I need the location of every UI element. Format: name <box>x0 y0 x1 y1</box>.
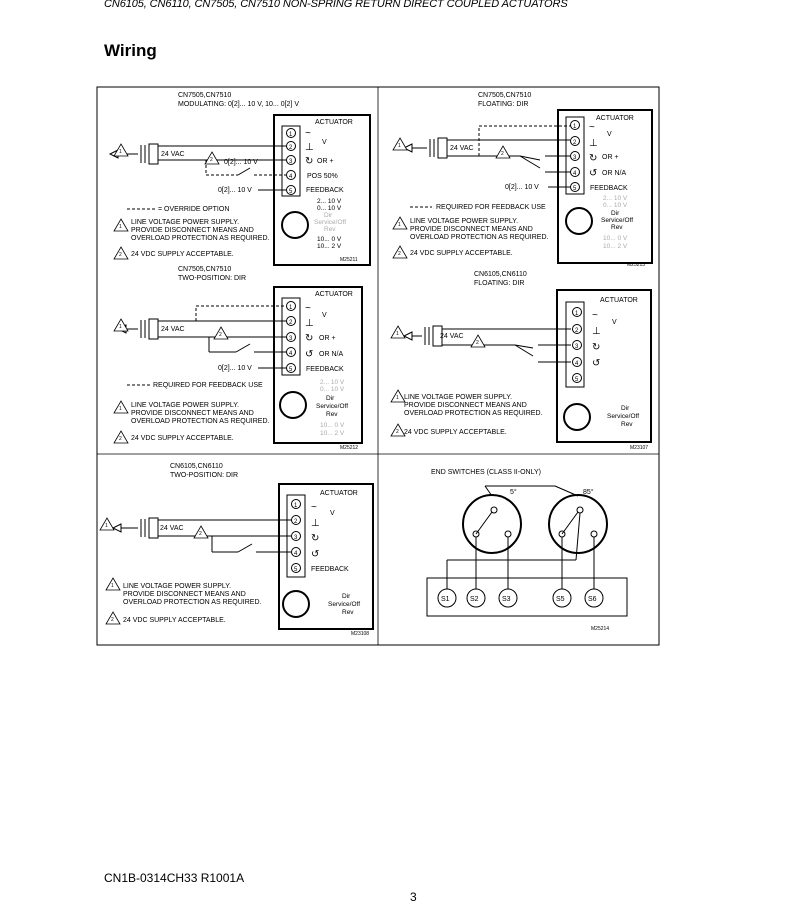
svg-text:2: 2 <box>219 332 222 338</box>
ground-symbol-icon: ⊥ <box>305 142 314 153</box>
svg-text:3: 3 <box>289 336 293 342</box>
range-2-10: 2... 10 V <box>320 379 345 386</box>
ground-symbol-icon: ⊥ <box>592 326 601 337</box>
range-0-10: 0... 10 V <box>317 205 342 212</box>
dir-label: Dir <box>342 593 351 600</box>
range-10-2: 10... 2 V <box>317 243 342 250</box>
range-10-0: 10... 0 V <box>320 422 345 429</box>
svg-text:2: 2 <box>210 157 213 163</box>
range-2-10: 2... 10 V <box>603 195 628 202</box>
panel-title: END SWITCHES (CLASS II-ONLY) <box>431 469 541 476</box>
svg-text:4: 4 <box>573 171 577 177</box>
actuator-label: ACTUATOR <box>596 115 634 122</box>
note-disconnect: PROVIDE DISCONNECT MEANS AND <box>404 402 527 409</box>
svg-text:3: 3 <box>289 159 293 165</box>
note-24vdc: 24 VDC SUPPLY ACCEPTABLE. <box>131 251 234 258</box>
rev-label: Rev <box>326 411 338 418</box>
panel-subtitle: MODULATING: 0[2]... 10 V, 10... 0[2] V <box>178 101 299 108</box>
rotate-cw-icon: ↻ <box>589 153 598 164</box>
svg-text:4: 4 <box>294 551 298 557</box>
ac-symbol-icon: ~ <box>305 128 311 139</box>
panel-subtitle: FLOATING: DIR <box>474 280 525 287</box>
panel-modulating <box>110 92 370 265</box>
svg-text:2: 2 <box>119 252 122 258</box>
rotate-ccw-icon: ↺ <box>311 549 320 560</box>
terminal-s5: S5 <box>556 596 565 603</box>
note-disconnect: PROVIDE DISCONNECT MEANS AND <box>131 227 254 234</box>
svg-text:1: 1 <box>396 395 399 401</box>
svg-text:2: 2 <box>294 519 298 525</box>
note-line-voltage: LINE VOLTAGE POWER SUPPLY. <box>410 218 519 225</box>
svg-text:1: 1 <box>119 324 122 330</box>
deg-85-label: 85° <box>583 489 594 496</box>
note-line-voltage: LINE VOLTAGE POWER SUPPLY. <box>131 402 240 409</box>
running-header: CN6105, CN6110, CN7505, CN7510 NON-SPRING RETURN DIRECT COUPLED ACTUATORS <box>104 0 568 10</box>
dir-label: Dir <box>621 405 630 412</box>
range-10-2: 10... 2 V <box>603 243 628 250</box>
svg-text:4: 4 <box>289 174 293 180</box>
svg-text:2: 2 <box>289 145 293 151</box>
svg-text:1: 1 <box>119 406 122 412</box>
vac-label: 24 VAC <box>440 333 464 340</box>
vac-label: 24 VAC <box>161 151 185 158</box>
svg-text:2: 2 <box>575 328 579 334</box>
figure-code: M25212 <box>340 445 359 451</box>
rotary-switch-icon <box>564 404 590 430</box>
rotary-switch-icon <box>566 208 592 234</box>
svg-text:1: 1 <box>575 311 579 317</box>
note-24vdc: 24 VDC SUPPLY ACCEPTABLE. <box>131 435 234 442</box>
svg-text:2: 2 <box>289 320 293 326</box>
svg-text:1: 1 <box>396 331 399 337</box>
svg-text:1: 1 <box>119 149 122 155</box>
actuator-label: ACTUATOR <box>315 119 353 126</box>
section-title: Wiring <box>104 41 157 60</box>
actuator-label: ACTUATOR <box>320 490 358 497</box>
note-disconnect: PROVIDE DISCONNECT MEANS AND <box>131 410 254 417</box>
note-24vdc: 24 VDC SUPPLY ACCEPTABLE. <box>123 617 226 624</box>
svg-text:2: 2 <box>199 531 202 537</box>
rev-label: Rev <box>324 226 336 233</box>
range-0-10: 0... 10 V <box>603 202 628 209</box>
volt-label: V <box>330 510 335 517</box>
svg-text:5: 5 <box>289 367 293 373</box>
rotary-switch-icon <box>283 591 309 617</box>
signal-out-label: 0[2]... 10 V <box>218 187 252 194</box>
panel-title: CN6105,CN6110 <box>170 463 223 470</box>
svg-text:5: 5 <box>575 377 579 383</box>
svg-text:1: 1 <box>294 503 298 509</box>
service-off-label: Service/Off <box>316 403 349 410</box>
svg-text:5: 5 <box>294 567 298 573</box>
panel-subtitle: TWO-POSITION: DIR <box>170 472 239 479</box>
ac-symbol-icon: ~ <box>311 502 317 513</box>
feedback-label: FEEDBACK <box>590 185 628 192</box>
actuator-label: ACTUATOR <box>600 297 638 304</box>
volt-label: V <box>322 139 327 146</box>
figure-code: M23108 <box>351 631 370 637</box>
note-line-voltage: LINE VOLTAGE POWER SUPPLY. <box>404 394 513 401</box>
rotate-ccw-icon: ↺ <box>592 358 601 369</box>
panel-floating-7505 <box>393 92 652 268</box>
dir-label: Dir <box>326 395 335 402</box>
svg-text:1: 1 <box>105 523 108 529</box>
svg-text:3: 3 <box>575 344 579 350</box>
signal-in-label: 0[2]... 10 V <box>224 159 258 166</box>
ac-symbol-icon: ~ <box>305 303 311 314</box>
svg-text:2: 2 <box>476 340 479 346</box>
or-plus-label: OR + <box>602 154 619 161</box>
svg-text:2: 2 <box>501 151 504 157</box>
svg-text:2: 2 <box>119 436 122 442</box>
svg-text:1: 1 <box>573 124 577 130</box>
range-0-10: 0... 10 V <box>320 386 345 393</box>
service-off-label: Service/Off <box>607 413 640 420</box>
terminal-s6: S6 <box>588 596 597 603</box>
volt-label: V <box>607 131 612 138</box>
svg-text:1: 1 <box>289 305 293 311</box>
panel-title: CN7505,CN7510 <box>178 92 232 99</box>
ac-symbol-icon: ~ <box>592 310 598 321</box>
svg-text:3: 3 <box>294 535 298 541</box>
required-legend: REQUIRED FOR FEEDBACK USE <box>153 382 263 389</box>
deg-5-label: 5° <box>510 489 517 496</box>
ground-symbol-icon: ⊥ <box>305 318 314 329</box>
svg-text:2: 2 <box>398 251 401 257</box>
note-24vdc: 24 VDC SUPPLY ACCEPTABLE. <box>404 429 507 436</box>
rotate-ccw-icon: ↺ <box>305 349 314 360</box>
svg-text:5: 5 <box>289 189 293 195</box>
vac-label: 24 VAC <box>450 145 474 152</box>
note-overload: OVERLOAD PROTECTION AS REQUIRED. <box>404 410 543 417</box>
feedback-label: FEEDBACK <box>311 566 349 573</box>
volt-label: V <box>612 319 617 326</box>
rev-label: Rev <box>342 609 354 616</box>
vac-label: 24 VAC <box>160 525 184 532</box>
note-overload: OVERLOAD PROTECTION AS REQUIRED. <box>123 599 262 606</box>
service-off-label: Service/Off <box>328 601 361 608</box>
panel-title: CN7505,CN7510 <box>478 92 532 99</box>
end-switch-5-icon <box>463 495 521 553</box>
figure-code: M25214 <box>591 626 610 632</box>
svg-text:4: 4 <box>289 351 293 357</box>
rotate-cw-icon: ↻ <box>305 156 314 167</box>
dir-label: Dir <box>324 212 333 219</box>
svg-text:2: 2 <box>396 429 399 435</box>
panel-subtitle: TWO-POSITION: DIR <box>178 275 247 282</box>
rev-label: Rev <box>621 421 633 428</box>
ground-symbol-icon: ⊥ <box>589 138 598 149</box>
svg-text:2: 2 <box>111 617 114 623</box>
rotate-cw-icon: ↻ <box>305 333 314 344</box>
panel-two-position-6105 <box>100 463 373 637</box>
range-10-0: 10... 0 V <box>603 235 628 242</box>
ac-symbol-icon: ~ <box>589 122 595 133</box>
note-overload: OVERLOAD PROTECTION AS REQUIRED. <box>131 418 270 425</box>
svg-text:1: 1 <box>289 132 293 138</box>
range-10-0: 10... 0 V <box>317 236 342 243</box>
panel-two-position-7505 <box>114 266 362 451</box>
svg-text:1: 1 <box>119 224 122 230</box>
svg-text:1: 1 <box>398 143 401 149</box>
terminal-s3: S3 <box>502 596 511 603</box>
note-line-voltage: LINE VOLTAGE POWER SUPPLY. <box>131 219 240 226</box>
or-plus-label: OR + <box>317 158 334 165</box>
rotate-ccw-icon: ↺ <box>589 168 598 179</box>
panel-title: CN6105,CN6110 <box>474 271 527 278</box>
range-10-2: 10... 2 V <box>320 430 345 437</box>
note-24vdc: 24 VDC SUPPLY ACCEPTABLE. <box>410 250 513 257</box>
terminal-s2: S2 <box>470 596 479 603</box>
note-disconnect: PROVIDE DISCONNECT MEANS AND <box>410 226 533 233</box>
rotate-cw-icon: ↻ <box>311 533 320 544</box>
rotary-switch-icon <box>280 392 306 418</box>
ground-symbol-icon: ⊥ <box>311 518 320 529</box>
svg-text:1: 1 <box>111 583 114 589</box>
or-na-label: OR N/A <box>319 351 344 358</box>
feedback-label: FEEDBACK <box>306 366 344 373</box>
note-line-voltage: LINE VOLTAGE POWER SUPPLY. <box>123 583 232 590</box>
pos-label: POS 50% <box>307 173 338 180</box>
panel-floating-6105 <box>391 271 651 451</box>
svg-text:4: 4 <box>575 361 579 367</box>
figure-code: M25213 <box>627 262 646 268</box>
rotate-cw-icon: ↻ <box>592 342 601 353</box>
or-plus-label: OR + <box>319 335 336 342</box>
figure-code: M23107 <box>630 445 649 451</box>
figure-code: M25211 <box>340 257 358 263</box>
override-legend: = OVERRIDE OPTION <box>158 206 230 213</box>
rev-label: Rev <box>611 224 623 231</box>
feedback-label: FEEDBACK <box>306 187 344 194</box>
dir-label: Dir <box>611 210 620 217</box>
range-2-10: 2... 10 V <box>317 198 342 205</box>
svg-text:1: 1 <box>398 222 401 228</box>
svg-text:3: 3 <box>573 155 577 161</box>
end-switch-85-icon <box>549 495 607 553</box>
note-overload: OVERLOAD PROTECTION AS REQUIRED. <box>410 234 549 241</box>
note-overload: OVERLOAD PROTECTION AS REQUIRED. <box>131 235 270 242</box>
note-disconnect: PROVIDE DISCONNECT MEANS AND <box>123 591 246 598</box>
panel-end-switches <box>427 469 627 632</box>
svg-text:5: 5 <box>573 186 577 192</box>
terminal-s1: S1 <box>441 596 450 603</box>
required-legend: REQUIRED FOR FEEDBACK USE <box>436 204 546 211</box>
vac-label: 24 VAC <box>161 326 185 333</box>
rotary-switch-icon <box>282 212 308 238</box>
service-off-label: Service/Off <box>601 217 634 224</box>
or-na-label: OR N/A <box>602 170 627 177</box>
signal-out-label: 0[2]... 10 V <box>218 365 252 372</box>
svg-text:2: 2 <box>573 140 577 146</box>
page-number: 3 <box>410 890 417 904</box>
service-off-label: Service/Off <box>314 219 347 226</box>
volt-label: V <box>322 312 327 319</box>
panel-subtitle: FLOATING: DIR <box>478 101 529 108</box>
footer-code: CN1B-0314CH33 R1001A <box>104 871 245 885</box>
actuator-label: ACTUATOR <box>315 291 353 298</box>
panel-title: CN7505,CN7510 <box>178 266 232 273</box>
signal-out-label: 0[2]... 10 V <box>505 184 539 191</box>
